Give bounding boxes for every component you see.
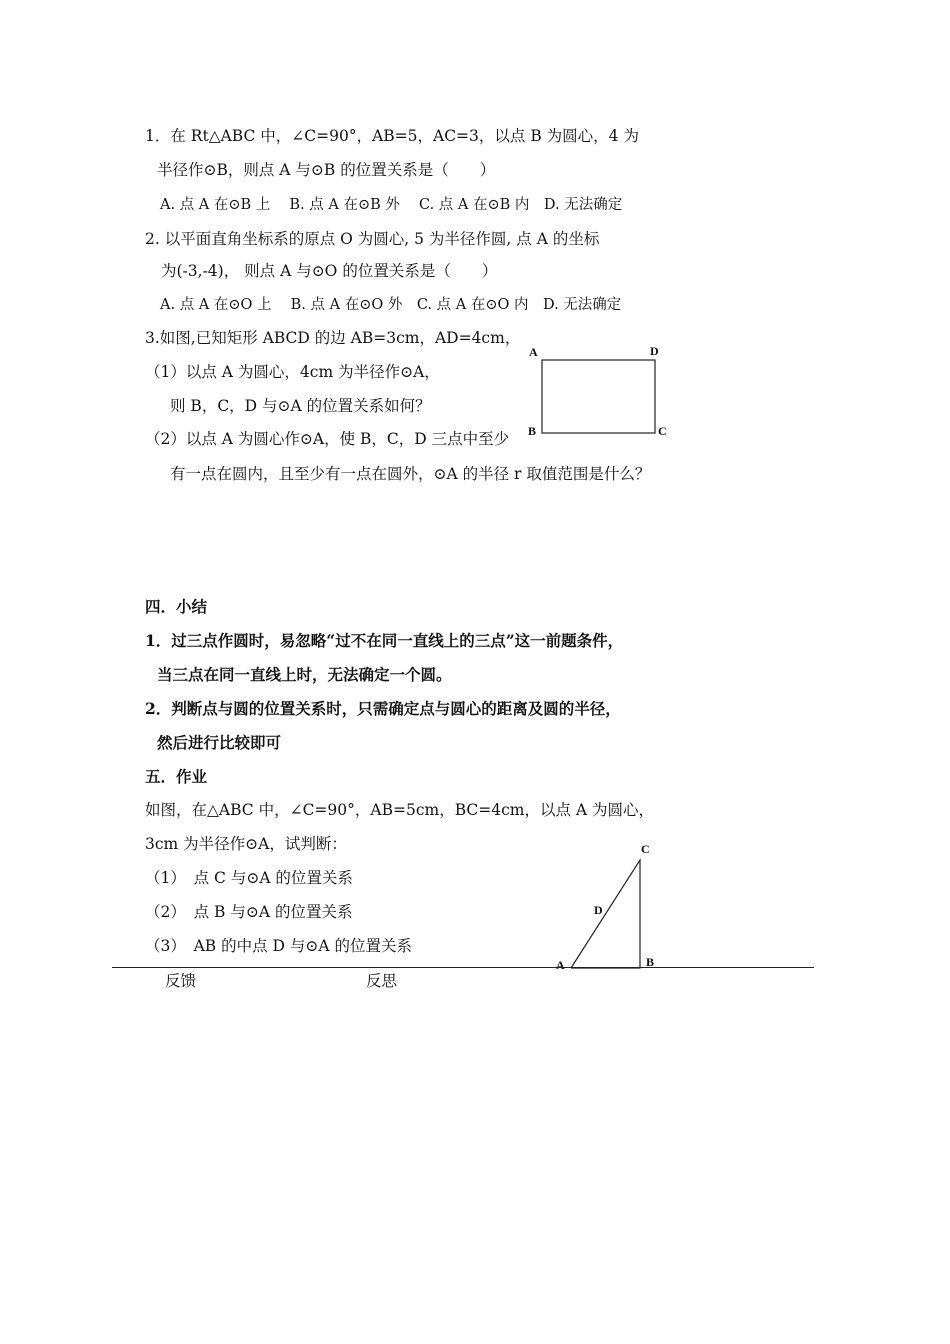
triangle-figure: [550, 838, 670, 973]
q3-part1-line1: （1）以点 A 为圆心，4cm 为半径作⊙A，: [145, 363, 440, 381]
homework-item-1: （1） 点 C 与⊙A 的位置关系: [145, 869, 353, 887]
q2-options: A. 点 A 在⊙O 上 B. 点 A 在⊙O 外 C. 点 A 在⊙O 内 D. 无法确定: [160, 297, 622, 313]
q3-part1-line2: 则 B，C，D 与⊙A 的位置关系如何？: [170, 397, 431, 415]
q3-part2-line1: （2）以点 A 为圆心作⊙A，使 B，C，D 三点中至少: [145, 430, 510, 448]
rect-label-c: C: [658, 424, 667, 438]
summary-item1-line2: 当三点在同一直线上时，无法确定一个圆。: [157, 665, 452, 684]
homework-stem-line1: 如图，在△ABC 中，∠C=90°，AB=5cm，BC=4cm，以点 A 为圆心，: [145, 801, 655, 819]
summary-item1-line1: 1．过三点作圆时，易忽略“过不在同一直线上的三点”这一前题条件，: [145, 631, 624, 650]
q3-part2-line2: 有一点在圆内，且至少有一点在圆外，⊙A 的半径 r 取值范围是什么？: [170, 465, 651, 483]
rect-label-b: B: [528, 424, 537, 438]
homework-item-2: （2） 点 B 与⊙A 的位置关系: [145, 903, 353, 921]
q1-options: A. 点 A 在⊙B 上 B. 点 A 在⊙B 外 C. 点 A 在⊙B 内 D. 无法确定: [160, 197, 623, 213]
tri-label-a: A: [556, 958, 565, 972]
footer-divider: [112, 967, 814, 968]
homework-stem-line2: 3cm 为半径作⊙A，试判断：: [145, 835, 347, 853]
feedback-label: 反馈: [165, 972, 197, 990]
q1-stem-line1: 1．在 Rt△ABC 中，∠C=90°，AB=5，AC=3，以点 B 为圆心，4 为: [145, 127, 639, 145]
q2-stem-line1: 2. 以平面直角坐标系的原点 O 为圆心, 5 为半径作圆, 点 A 的坐标: [145, 230, 600, 248]
tri-label-d: D: [594, 903, 603, 917]
rect-label-d: D: [650, 344, 659, 358]
q3-stem: 3.如图,已知矩形 ABCD 的边 AB=3cm，AD=4cm，: [145, 329, 521, 347]
reflection-label: 反思: [366, 972, 398, 990]
tri-label-b: B: [646, 955, 655, 969]
q1-stem-line2: 半径作⊙B，则点 A 与⊙B 的位置关系是（ ）: [157, 161, 496, 179]
rectangle-figure: [520, 340, 680, 440]
summary-item2-line2: 然后进行比较即可: [157, 733, 282, 752]
homework-item-3: （3） AB 的中点 D 与⊙A 的位置关系: [145, 937, 413, 955]
q2-stem-line2: 为(-3,-4)， 则点 A 与⊙O 的位置关系是（ ）: [161, 262, 498, 280]
tri-label-c: C: [641, 842, 650, 856]
summary-item2-line1: 2．判断点与圆的位置关系时，只需确定点与圆心的距离及圆的半径，: [145, 699, 621, 718]
rectangle-abcd: [542, 360, 655, 433]
rect-label-a: A: [529, 345, 538, 359]
triangle-abc: [571, 860, 640, 968]
homework-heading: 五．作业: [145, 767, 208, 786]
summary-heading: 四．小结: [145, 597, 208, 616]
